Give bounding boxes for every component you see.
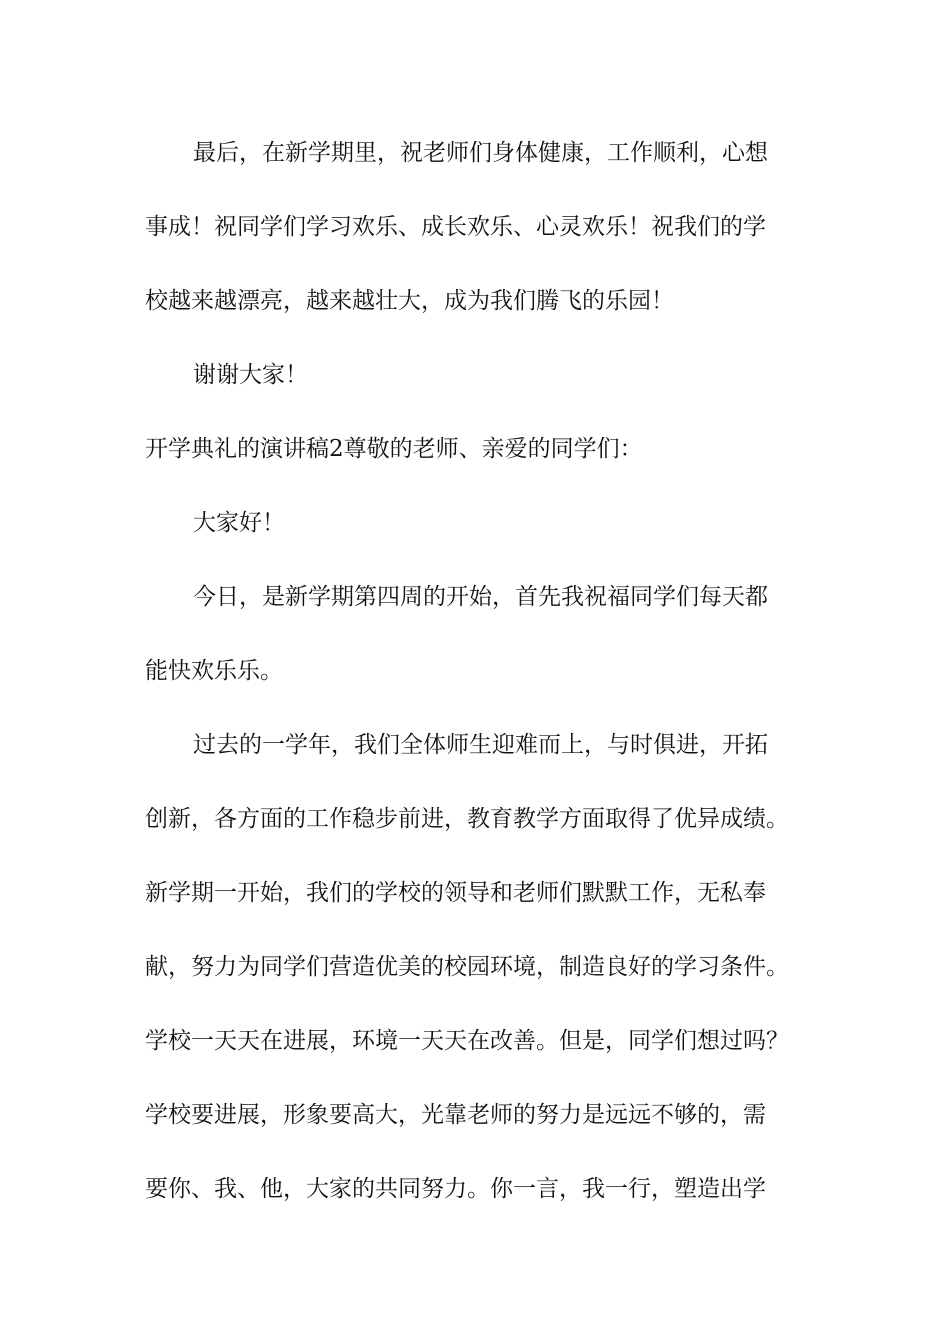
section-heading: 开学典礼的演讲稿2尊敬的老师、亲爱的同学们： [145,436,643,462]
text-line: 谢谢大家！ [193,362,308,388]
document-body [145,131,815,1241]
text-line: 学校要进展，形象要高大，光靠老师的努力是远远不够的，需 [145,1102,766,1128]
text-line: 过去的一学年，我们全体师生迎难而上，与时俱进，开拓 [193,732,768,758]
text-line: 新学期一开始，我们的学校的领导和老师们默默工作，无私奉 [145,880,766,906]
text-line: 要你、我、他，大家的共同努力。你一言，我一行，塑造出学 [145,1176,766,1202]
text-line: 创新，各方面的工作稳步前进，教育教学方面取得了优异成绩。 [145,806,789,832]
text-line: 事成！祝同学们学习欢乐、成长欢乐、心灵欢乐！祝我们的学 [145,214,766,240]
text-line: 最后，在新学期里，祝老师们身体健康，工作顺利，心想 [193,140,768,166]
text-line: 学校一天天在进展，环境一天天在改善。但是，同学们想过吗？ [145,1028,789,1054]
text-line: 校越来越漂亮，越来越壮大，成为我们腾飞的乐园！ [145,288,674,314]
text-line: 能快欢乐乐。 [145,658,283,684]
text-line: 大家好！ [193,510,285,536]
text-line: 今日，是新学期第四周的开始，首先我祝福同学们每天都 [193,584,768,610]
text-line: 献，努力为同学们营造优美的校园环境，制造良好的学习条件。 [145,954,789,980]
